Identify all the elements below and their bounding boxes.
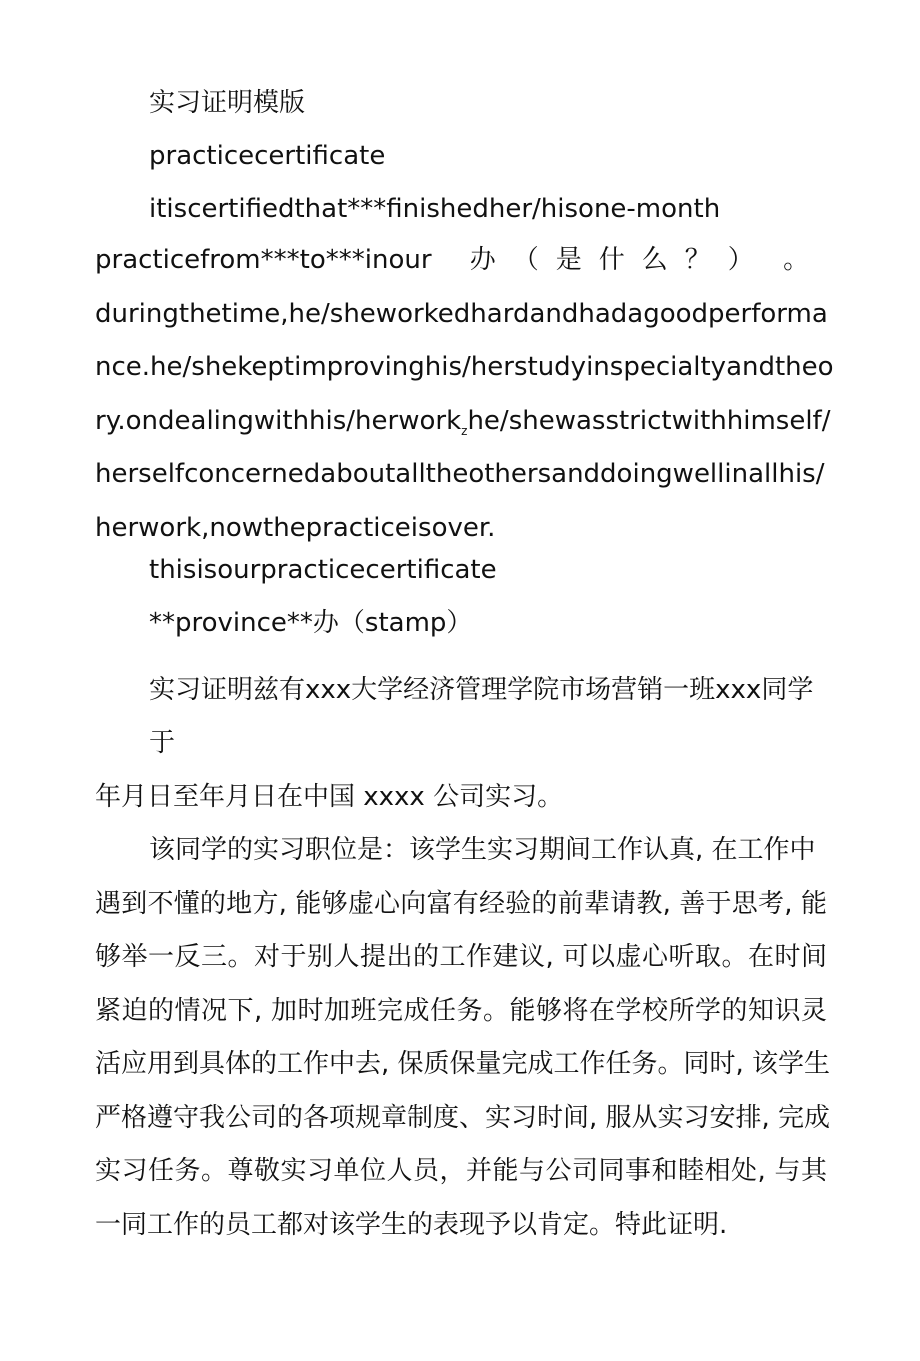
english-line-2-text: practicefrom***to***inour: [95, 245, 432, 275]
chinese-para-line-4: 紧迫的情况下, 加时加班完成任务。能够将在学校所学的知识灵: [95, 996, 827, 1026]
english-line-7: herwork,nowthepracticeisover.: [95, 513, 496, 543]
chinese-para-line-1: 该同学的实习职位是：该学生实习期间工作认真, 在工作中: [149, 835, 816, 865]
chinese-intro-1: 实习证明兹有xxx大学经济管理学院市场营销一班xxx同学: [149, 675, 814, 705]
chinese-intro-2: 于: [149, 728, 176, 758]
chinese-para-line-5: 活应用到具体的工作中去, 保质保量完成工作任务。同时, 该学生: [95, 1049, 831, 1079]
english-line-2: [95, 243, 827, 277]
english-line-3: duringthetime,he/sheworkedhardandhadagoodperforma: [95, 299, 828, 329]
chinese-para-line-7: 实习任务。尊敬实习单位人员，并能与公司同事和睦相处, 与其: [95, 1156, 827, 1186]
english-line-5-b: he/shewasstrictwithhimself/: [467, 406, 831, 436]
chinese-para-line-6: 严格遵守我公司的各项规章制度、实习时间, 服从实习安排, 完成: [95, 1103, 831, 1133]
chinese-para-line-2: 遇到不懂的地方, 能够虚心向富有经验的前辈请教, 善于思考, 能: [95, 889, 827, 919]
english-signature: **province**办（stamp）: [149, 608, 473, 638]
english-line-2-question: 办（是什么？）: [469, 245, 771, 275]
chinese-dates: 年月日至年月日在中国 xxxx 公司实习。: [95, 782, 564, 812]
english-line-4: nce.he/shekeptimprovinghis/herstudyinspecialtyandtheo: [95, 352, 834, 382]
english-heading: practicecertificate: [149, 141, 386, 171]
english-line-6: herselfconcernedaboutalltheothersanddoingwellinallhis/: [95, 459, 825, 489]
chinese-para-line-8: 一同工作的员工都对该学生的表现予以肯定。特此证明.: [95, 1210, 728, 1240]
english-line-2-period: 。: [783, 245, 810, 275]
english-line-5-a: ry.ondealingwithhis/herwork: [95, 406, 462, 436]
document-title: 实习证明模版: [149, 88, 306, 118]
english-line-5-sub: z: [461, 424, 468, 438]
english-line-5: [95, 404, 831, 448]
english-closing: thisisourpracticecertificate: [149, 555, 497, 585]
chinese-para-line-3: 够举一反三。对于别人提出的工作建议, 可以虚心听取。在时间: [95, 942, 827, 972]
english-line-1: itiscertifiedthat***finishedher/hisone-month: [149, 194, 721, 224]
